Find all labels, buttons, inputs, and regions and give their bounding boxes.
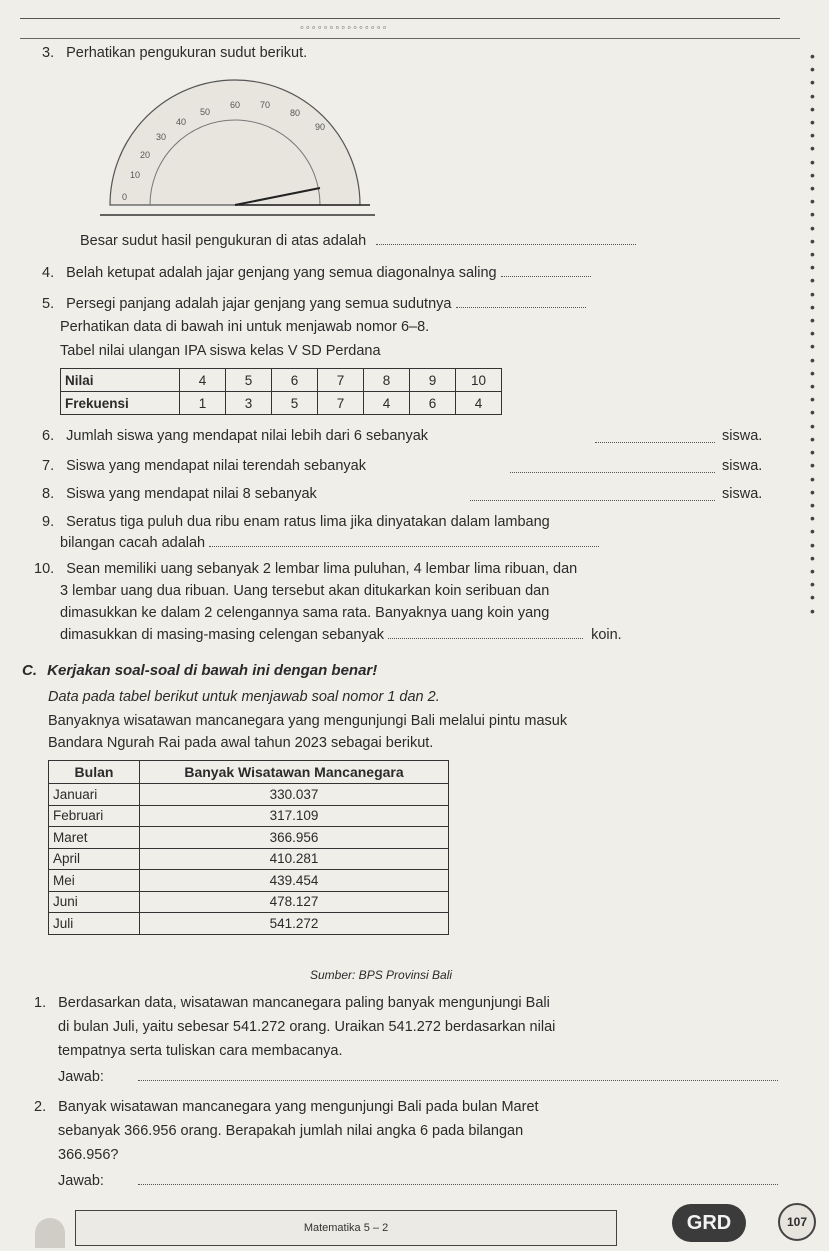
table-cell: April — [49, 848, 140, 870]
q7-text: Siswa yang mendapat nilai terendah sebanyak — [66, 458, 366, 474]
svg-text:80: 80 — [290, 108, 301, 118]
q10-line1 — [34, 560, 577, 578]
table-cell: Januari — [49, 784, 140, 806]
q4-line — [42, 264, 591, 282]
page-number: 107 — [786, 1215, 808, 1229]
table-row — [49, 891, 449, 913]
q3-line — [42, 44, 307, 62]
svg-text:10: 10 — [130, 170, 141, 180]
q7-number: 7. — [42, 458, 55, 474]
svg-text:60: 60 — [230, 100, 241, 110]
c1-text-2: di bulan Juli, yaitu sebesar 541.272 orang. Uraikan 541.272 berdasarkan nilai — [58, 1019, 556, 1035]
table-cell: 410.281 — [140, 848, 449, 870]
q8-text: Siswa yang mendapat nilai 8 sebanyak — [66, 486, 317, 502]
section-c-intro-3: Bandara Ngurah Rai pada awal tahun 2023 sebagai berikut. — [48, 735, 434, 751]
q3-text: Perhatikan pengukuran sudut berikut. — [66, 45, 308, 61]
grd-logo — [672, 1204, 746, 1242]
tourist-table — [48, 760, 449, 935]
c2-text-3: 366.956? — [58, 1147, 119, 1163]
q10-text-1: Sean memiliki uang sebanyak 2 lembar lima puluhan, 4 lembar lima ribuan, dan — [66, 561, 578, 577]
table-cell: 4 — [364, 392, 410, 415]
table-cell: 317.109 — [140, 805, 449, 827]
table-cell: Juli — [49, 913, 140, 935]
table-cell: 9 — [410, 369, 456, 392]
table1-caption: Tabel nilai ulangan IPA siswa kelas V SD Perdana — [60, 343, 381, 359]
q8-answer-blank[interactable] — [470, 500, 715, 501]
top-border — [20, 18, 780, 19]
c1-answer-label: Jawab: — [58, 1069, 104, 1085]
q7-unit: siswa. — [722, 458, 763, 474]
c2-line1 — [34, 1098, 539, 1116]
q10-unit: koin. — [591, 627, 622, 643]
table-cell: Frekuensi — [61, 392, 180, 415]
c2-text-2: sebanyak 366.956 orang. Berapakah jumlah nilai angka 6 pada bilangan — [58, 1123, 524, 1139]
q4-text: Belah ketupat adalah jajar genjang yang semua diagonalnya saling — [66, 265, 497, 281]
q3-answer-label: Besar sudut hasil pengukuran di atas adalah — [80, 233, 367, 249]
q9-text-2: bilangan cacah adalah — [60, 535, 206, 551]
table-cell: 4 — [180, 369, 226, 392]
table-cell: 1 — [180, 392, 226, 415]
q6-text: Jumlah siswa yang mendapat nilai lebih dari 6 sebanyak — [66, 428, 429, 444]
section-c-intro-2: Banyaknya wisatawan mancanegara yang mengunjungi Bali melalui pintu masuk — [48, 713, 568, 729]
q3-answer-line — [80, 232, 636, 250]
section-c-title: Kerjakan soal-soal di bawah ini dengan benar! — [47, 662, 378, 679]
protractor-figure — [90, 70, 380, 225]
q7-answer-blank[interactable] — [510, 472, 715, 473]
c1-answer-blank[interactable] — [138, 1080, 778, 1081]
c1-line1 — [34, 994, 550, 1012]
table-cell: Februari — [49, 805, 140, 827]
table-row — [49, 913, 449, 935]
grades-table — [60, 368, 502, 415]
table-row — [49, 784, 449, 806]
table-cell: Juni — [49, 891, 140, 913]
svg-text:50: 50 — [200, 107, 211, 117]
section-c-heading — [22, 662, 377, 680]
q10-text-3: dimasukkan ke dalam 2 celengannya sama rata. Banyaknya uang koin yang — [60, 605, 550, 621]
table-row — [61, 369, 502, 392]
c2-text-1: Banyak wisatawan mancanegara yang mengunjungi Bali pada bulan Maret — [58, 1099, 539, 1115]
q8-number: 8. — [42, 486, 55, 502]
grd-logo-text: GRD — [686, 1212, 732, 1234]
q10-number: 10. — [34, 561, 55, 577]
q5-line — [42, 295, 586, 313]
q10-text-2: 3 lembar uang dua ribuan. Uang tersebut akan ditukarkan koin seribuan dan — [60, 583, 550, 599]
svg-text:90: 90 — [315, 122, 326, 132]
q8-line — [42, 485, 317, 503]
q5-answer-blank[interactable] — [456, 307, 586, 308]
table-cell: 10 — [456, 369, 502, 392]
c1-number: 1. — [34, 995, 47, 1011]
q10-answer-blank[interactable] — [388, 638, 583, 639]
top-border-2 — [20, 38, 800, 39]
footer-decoration — [35, 1218, 65, 1248]
q3-number: 3. — [42, 45, 55, 61]
section-c-letter: C. — [22, 662, 37, 679]
q9-line2 — [60, 534, 599, 552]
table-cell: 8 — [364, 369, 410, 392]
svg-text:40: 40 — [176, 117, 187, 127]
table-cell: Maret — [49, 827, 140, 849]
q4-number: 4. — [42, 265, 55, 281]
q10-text-4: dimasukkan di masing-masing celengan sebanyak — [60, 627, 385, 643]
q3-answer-blank[interactable] — [376, 244, 636, 245]
c1-answer-line — [58, 1068, 778, 1086]
footer-book-box — [75, 1210, 617, 1246]
q6-answer-blank[interactable] — [595, 442, 715, 443]
q6-unit: siswa. — [722, 428, 763, 444]
table-header: Bulan — [49, 761, 140, 784]
q10-line4 — [60, 626, 622, 644]
table-cell: 5 — [226, 369, 272, 392]
section-c-intro-1: Data pada tabel berikut untuk menjawab soal nomor 1 dan 2. — [48, 689, 440, 705]
table-row — [49, 805, 449, 827]
table-source: Sumber: BPS Provinsi Bali — [310, 968, 453, 982]
table-cell: 330.037 — [140, 784, 449, 806]
table-cell: 541.272 — [140, 913, 449, 935]
q6-line — [42, 427, 428, 445]
table-cell: Mei — [49, 870, 140, 892]
table-cell: 6 — [272, 369, 318, 392]
c2-number: 2. — [34, 1099, 47, 1115]
table-row — [49, 848, 449, 870]
table-header-row — [49, 761, 449, 784]
table-row — [49, 827, 449, 849]
q9-answer-blank[interactable] — [209, 546, 599, 547]
table-cell: 7 — [318, 369, 364, 392]
svg-text:0: 0 — [122, 192, 128, 202]
q7-line — [42, 457, 366, 475]
table-cell: 366.956 — [140, 827, 449, 849]
c2-answer-label: Jawab: — [58, 1173, 104, 1189]
top-ornament: ◦◦◦◦◦◦◦◦◦◦◦◦◦◦◦ — [300, 22, 389, 34]
table-cell: 7 — [318, 392, 364, 415]
q6-number: 6. — [42, 428, 55, 444]
q4-answer-blank[interactable] — [501, 276, 591, 277]
table-cell: 3 — [226, 392, 272, 415]
svg-text:20: 20 — [140, 150, 151, 160]
q5-number: 5. — [42, 296, 55, 312]
q9-text-1: Seratus tiga puluh dua ribu enam ratus lima jika dinyatakan dalam lambang — [66, 514, 550, 530]
table-cell: 478.127 — [140, 891, 449, 913]
c2-answer-line — [58, 1172, 778, 1190]
q5-text: Persegi panjang adalah jajar genjang yang semua sudutnya — [66, 296, 452, 312]
svg-text:30: 30 — [156, 132, 167, 142]
table-header: Banyak Wisatawan Mancanegara — [140, 761, 449, 784]
q9-number: 9. — [42, 514, 55, 530]
table-row — [61, 392, 502, 415]
q8-unit: siswa. — [722, 486, 763, 502]
instruction-6-8: Perhatikan data di bawah ini untuk menjawab nomor 6–8. — [60, 319, 430, 335]
c1-text-3: tempatnya serta tuliskan cara membacanya. — [58, 1043, 343, 1059]
table-cell: Nilai — [61, 369, 180, 392]
page-number-badge — [778, 1203, 816, 1241]
table-cell: 4 — [456, 392, 502, 415]
table-row — [49, 870, 449, 892]
svg-text:70: 70 — [260, 100, 271, 110]
c1-text-1: Berdasarkan data, wisatawan mancanegara paling banyak mengunjungi Bali — [58, 995, 550, 1011]
c2-answer-blank[interactable] — [138, 1184, 778, 1185]
table-cell: 6 — [410, 392, 456, 415]
q9-line1 — [42, 513, 550, 531]
footer-book-title: Matematika 5 – 2 — [303, 1222, 389, 1234]
table-cell: 439.454 — [140, 870, 449, 892]
margin-dots: • • • • • • • • • • • • • • • • • • • • • • • • • • • • • • • • • • • • • • • • • • • — [810, 48, 815, 619]
table-cell: 5 — [272, 392, 318, 415]
